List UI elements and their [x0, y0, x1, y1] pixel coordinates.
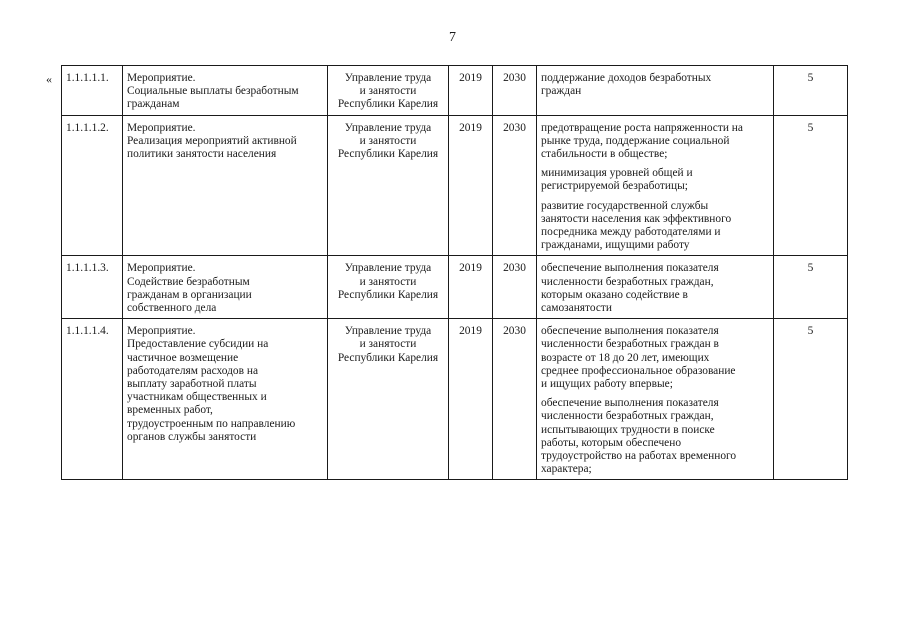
responsible-org [328, 115, 449, 256]
cell-text-line: трудоустройство на работах временного [541, 450, 737, 463]
cell-text-line: обеспечение выполнения показателя [541, 397, 719, 410]
cell-text-line: и занятости [359, 338, 417, 351]
result-paragraph [541, 167, 769, 193]
end-year: 2030 [493, 115, 537, 256]
cell-text-line: Реализация мероприятий активной [127, 134, 297, 147]
indicator-reference: 5 [774, 115, 848, 256]
activity-name [123, 319, 328, 480]
cell-text-line: политики занятости населения [127, 148, 277, 161]
start-year: 2019 [449, 115, 493, 256]
cell-text-line: Республики Карелия [337, 351, 439, 364]
cell-text-line: испытывающих трудности в поиске [541, 423, 715, 436]
cell-text-line: гражданами, ищущими работу [541, 239, 690, 252]
responsible-org [328, 319, 449, 480]
cell-text-line: численности безработных граждан, [541, 275, 714, 288]
cell-text-line: работы, которым обеспечено [541, 436, 682, 449]
indicator-reference: 5 [774, 256, 848, 319]
cell-text-line: Мероприятие. [127, 121, 196, 134]
table-row [62, 115, 848, 256]
expected-results [537, 256, 774, 319]
cell-text-line: частичное возмещение [127, 351, 239, 364]
result-paragraph [541, 200, 769, 253]
cell-text-line: которым оказано содействие в [541, 288, 688, 301]
cell-text-line: участникам общественных и [127, 391, 267, 404]
result-paragraph [541, 262, 769, 315]
cell-text-line: и занятости [359, 85, 417, 98]
result-paragraph [541, 122, 769, 162]
table-row [62, 256, 848, 319]
start-year: 2019 [449, 256, 493, 319]
cell-text-line: собственного дела [127, 302, 217, 315]
cell-text-line: и ищущих работу впервые; [541, 378, 673, 391]
activity-name [123, 256, 328, 319]
cell-text-line: возрасте от 18 до 20 лет, имеющих [541, 351, 710, 364]
cell-text-line: Управление труда [344, 325, 432, 338]
page-number: 7 [449, 30, 456, 45]
activity-name [123, 66, 328, 116]
cell-text-line: обеспечение выполнения показателя [541, 325, 719, 338]
cell-text-line: предотвращение роста напряженности на [541, 121, 743, 134]
cell-text-line: Мероприятие. [127, 325, 196, 338]
cell-text-line: Республики Карелия [337, 98, 439, 111]
cell-text-line: гражданам [127, 98, 180, 111]
cell-text-line: среднее профессиональное образование [541, 364, 736, 377]
cell-text-line: численности безработных граждан, [541, 410, 714, 423]
cell-text-line: численности безработных граждан в [541, 338, 719, 351]
cell-text-line: характера; [541, 463, 592, 476]
cell-text-line: Социальные выплаты безработным [127, 85, 299, 98]
cell-text-line: Предоставление субсидии на [127, 338, 269, 351]
start-year: 2019 [449, 66, 493, 116]
responsible-org [328, 256, 449, 319]
cell-text-line: трудоустроенным по направлению [127, 417, 296, 430]
cell-text-line: Управление труда [344, 121, 432, 134]
indicator-reference: 5 [774, 66, 848, 116]
cell-text-line: стабильности в обществе; [541, 148, 668, 161]
cell-text-line: Республики Карелия [337, 148, 439, 161]
cell-text-line: Мероприятие. [127, 72, 196, 84]
cell-text-line: Содействие безработным [127, 275, 250, 288]
cell-text-line: Управление труда [344, 262, 432, 275]
cell-text-line: работодателям расходов на [127, 364, 259, 377]
cell-text-line: временных работ, [127, 404, 213, 417]
cell-text-line: занятости населения как эффективного [541, 212, 732, 225]
activity-number: 1.1.1.1.2. [62, 115, 123, 256]
expected-results [537, 319, 774, 480]
cell-text-line: Управление труда [344, 72, 432, 84]
table-row [62, 319, 848, 480]
end-year: 2030 [493, 256, 537, 319]
activities-table [61, 65, 848, 480]
responsible-org [328, 66, 449, 116]
cell-text-line: посредника между работодателями и [541, 226, 721, 239]
table-row [62, 66, 848, 116]
expected-results [537, 115, 774, 256]
cell-text-line: самозанятости [541, 302, 612, 315]
cell-text-line: Мероприятие. [127, 262, 196, 275]
activity-number: 1.1.1.1.1. [62, 66, 123, 116]
activity-number: 1.1.1.1.4. [62, 319, 123, 480]
start-year: 2019 [449, 319, 493, 480]
cell-text-line: регистрируемой безработицы; [541, 180, 688, 193]
cell-text-line: поддержание доходов безработных [541, 72, 712, 84]
cell-text-line: рынке труда, поддержание социальной [541, 134, 730, 147]
cell-text-line: и занятости [359, 134, 417, 147]
activity-name [123, 115, 328, 256]
end-year: 2030 [493, 319, 537, 480]
cell-text-line: Республики Карелия [337, 288, 439, 301]
activity-number: 1.1.1.1.3. [62, 256, 123, 319]
indicator-reference: 5 [774, 319, 848, 480]
cell-text-line: обеспечение выполнения показателя [541, 262, 719, 275]
table-body [62, 66, 848, 480]
cell-text-line: и занятости [359, 275, 417, 288]
cell-text-line: органов службы занятости [127, 430, 257, 443]
result-paragraph [541, 72, 769, 98]
end-year: 2030 [493, 66, 537, 116]
result-paragraph [541, 325, 769, 391]
cell-text-line: выплату заработной платы [127, 378, 257, 391]
result-paragraph [541, 397, 769, 476]
opening-quote-mark: « [46, 72, 52, 86]
expected-results [537, 66, 774, 116]
cell-text-line: минимизация уровней общей и [541, 167, 693, 180]
cell-text-line: развитие государственной службы [541, 199, 709, 212]
cell-text-line: граждан [541, 85, 582, 98]
cell-text-line: гражданам в организации [127, 288, 252, 301]
